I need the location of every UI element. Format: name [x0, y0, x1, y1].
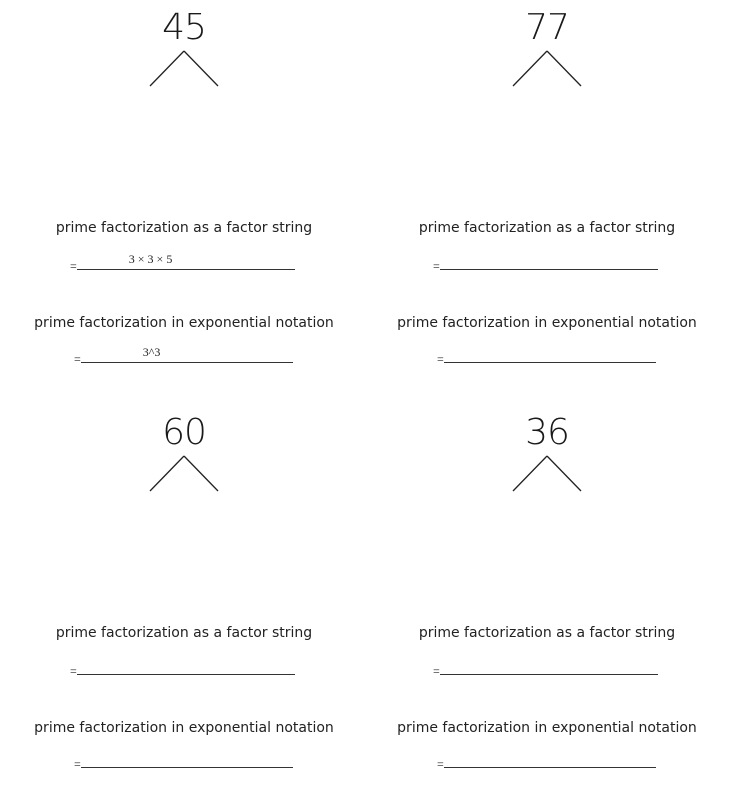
- factor-string-answer-line[interactable]: [70, 663, 295, 678]
- equals-sign: =: [70, 664, 77, 678]
- factor-string-blank[interactable]: [77, 252, 295, 270]
- equals-sign: =: [437, 352, 444, 366]
- exponential-blank[interactable]: [444, 351, 656, 363]
- exponential-label: prime factorization in exponential notation: [397, 315, 697, 331]
- exponential-answer-line[interactable]: [437, 351, 656, 366]
- factor-string-answer-line[interactable]: [433, 258, 658, 273]
- equals-sign: =: [437, 757, 444, 771]
- factor-string-answer-line[interactable]: [70, 252, 295, 273]
- problem-number: 36: [525, 412, 569, 453]
- factor-string-answer-line[interactable]: [433, 663, 658, 678]
- exponential-answer-line[interactable]: [74, 345, 293, 366]
- factor-string-label: prime factorization as a factor string: [55, 220, 313, 236]
- exponential-label: prime factorization in exponential notation: [34, 315, 334, 331]
- equals-sign: =: [433, 259, 440, 273]
- factor-string-label: prime factorization as a factor string: [418, 625, 676, 641]
- problem-number: 60: [162, 412, 206, 453]
- problem-card: [4, 0, 364, 390]
- exponential-answer-line[interactable]: [437, 756, 656, 771]
- factor-string-label: prime factorization as a factor string: [418, 220, 676, 236]
- equals-sign: =: [433, 664, 440, 678]
- equals-sign: =: [74, 757, 81, 771]
- factor-string-blank[interactable]: [77, 663, 295, 675]
- factor-string-label: prime factorization as a factor string: [55, 625, 313, 641]
- exponential-label: prime factorization in exponential notation: [34, 720, 334, 736]
- problem-card: [4, 405, 364, 795]
- equals-sign: =: [70, 259, 77, 273]
- exponential-label: prime factorization in exponential notation: [397, 720, 697, 736]
- exponential-blank[interactable]: [81, 345, 293, 363]
- problem-number: 77: [525, 7, 569, 48]
- exponential-blank[interactable]: [81, 756, 293, 768]
- factor-string-answer: 3 × 3 × 5: [128, 252, 173, 266]
- factor-tree-branches: [148, 455, 220, 493]
- factor-string-blank[interactable]: [440, 258, 658, 270]
- factor-tree-branches: [511, 50, 583, 88]
- exponential-answer-line[interactable]: [74, 756, 293, 771]
- exponential-blank[interactable]: [444, 756, 656, 768]
- problem-card: [367, 405, 727, 795]
- problem-card: [367, 0, 727, 390]
- equals-sign: =: [74, 352, 81, 366]
- factor-tree-branches: [511, 455, 583, 493]
- factor-string-blank[interactable]: [440, 663, 658, 675]
- factor-tree-branches: [148, 50, 220, 88]
- problem-number: 45: [162, 7, 206, 48]
- exponential-answer: 3^3: [142, 345, 161, 359]
